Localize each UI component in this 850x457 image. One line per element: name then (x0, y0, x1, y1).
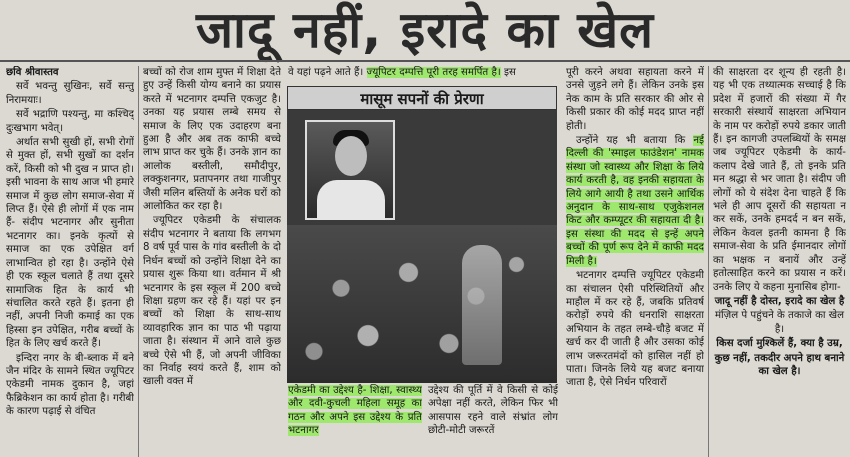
col3-lead-tail: इस (503, 67, 516, 78)
col2-para-1: बच्चों को रोज शाम मुफ्त में शिक्षा देते हुए उन्हें किसी योग्य बनाने का प्रयास करते में भटनागर दम्पत्ति एकजुट है। उनका यह प्रयास लम्बे समय से समाज के लिए एक उदाहरण बना हुआ है और अब तक काफी बच्चे लाभ प्राप्त कर चुके हैं। उनके ज्ञान का आलोक बस्तीली, समौदीपुर, लक्कुशनगर, प्रतापनगर तथा गाजीपुर जैसी मलिन बस्तियों के अनेक घरों को आलोकित कर रहा है। (143, 67, 281, 213)
col5-para-3: भटनागर दम्पत्ति ज्यूपिटर एकेडमी का संचालन ऐसी परिस्थितियों और माहौल में कर रहे हैं, जबकि प्रतिवर्ष करोड़ों रुपये की धनराशि साक्षरता अभियान के तहत लम्बे-चौड़े बजट में खर्च कर दी जाती है और उसका कोई लाभ जरूरतमंदों को हासिल नहीं हो पाता। जिनके लिये यह बजट बनाया जाता है, ऐसे निर्धन परिवारों (566, 270, 704, 389)
col1-para-3: अर्थात सभी सुखी हों, सभी रोगों से मुक्त हों, सभी सुखों का दर्शन करें, किसी को भी दुख न प्राप्त हो। इसी भावना के साथ आज भी हमारे समाज में कुछ लोग समाज-सेवा में लिप्त हैं। ऐसे ही लोगों में एक नाम हैं- संदीप भटनागर और सुनीता भटनागर का। इनके कृत्यों से समाज का एक उपेक्षित वर्ग लाभान्वित हो रहा है। उन्होंने ऐसे ही एक स्कूल चलाते हैं तथा दूसरे सामाजिक हित के कार्य भी संचालित करते रहते हैं। इतना ही नहीं, अपनी निजी कमाई का एक हिस्सा इन उपेक्षित, गरीब बच्चों के हित के लिए खर्च करते हैं। (6, 137, 134, 350)
column-3-bottom (288, 384, 422, 457)
verse-line-1: जादू नहीं है दोस्त, इरादे का खेल है (714, 295, 845, 307)
col3-lead-highlight: ज्यूपिटर दम्पत्ति पूरी तरह समर्पित है। (366, 67, 501, 78)
col3-bottom-highlight: एकेडमी का उद्देश्य है- शिक्षा, स्वास्थ्य और दवी-कुचली महिला समूह का गठन और अपने इस उद्देश्य के प्रति भटनागर (288, 385, 422, 437)
children-group-photo (287, 225, 557, 383)
headline-rule (0, 60, 850, 62)
verse-line-4: कुछ नहीं, तकदीर अपने हाथ बनाने का खेल है। (714, 352, 845, 377)
col2-para-2: ज्यूपिटर एकेडमी के संचालक संदीप भटनागर ने बताया कि लगभग 8 वर्ष पूर्व पास के गांव बस्तीली के दो निर्धन बच्चों को उन्होंने शिक्षा देने का प्रयास शुरू किया था। वर्तमान में श्री भटनागर के इस स्कूल में 200 बच्चे शिक्षा ग्रहण कर रहे हैं। यहां पर इन बच्चों को शिक्षा के साथ-साथ व्यावहारिक ज्ञान का पाठ भी पढ़ाया जाता है। संस्थान में आने वाले कुछ बच्चे ऐसे भी हैं, जो अपनी जीविका का निर्वाह स्वयं करते हैं, शाम को खाली वक्त में (143, 215, 281, 388)
photo-caption: मासूम सपनों की प्रेरणा (287, 86, 557, 110)
col1-para-4: इन्दिरा नगर के बी-ब्लाक में बने जैन मंदिर के सामने स्थित ज्यूपिटर एकेडमी नामक दुकान है, जहां फैब्रिकेशन का कार्य होता है। गरीबी के कारण पढ़ाई से वंचित (6, 352, 134, 418)
col1-para-2: सर्वे भद्राणि पश्यन्तु, मा कश्चिद् दुःखभाग भवेत्। (6, 109, 134, 134)
col1-para-1: सर्वे भवन्तु सुखिनः, सर्वे सन्तु निरामयाः। (6, 81, 134, 106)
column-3-top (288, 66, 558, 82)
byline: छवि श्रीवास्तव (6, 67, 59, 78)
col4-para: उद्देश्य की पूर्ति में वे किसी से कोई अपेक्षा नहीं करते, लेकिन फिर भी आसपास रहने वाले संभ्रांत लोग छोटी-मोटी जरूरतें (428, 385, 558, 437)
col3-lead: वे यहां पढ़ने आते हैं। (288, 67, 364, 78)
col5-para-1: पूरी करने अथवा सहायता करने में उनसे जुड़ने लगे हैं। लेकिन उनके इस नेक काम के प्रति सरकार की ओर से किसी प्रकार की कोई मदद प्राप्त नहीं होती। (566, 67, 704, 132)
column-divider-right (708, 66, 709, 457)
column-5 (566, 66, 704, 457)
column-4-bottom (428, 384, 558, 457)
headline: जादू नहीं, इरादे का खेल (195, 1, 655, 59)
column-divider (138, 66, 139, 457)
col5-para-2-highlight: नई दिल्ली की 'स्माइल फाउंडेशन' नामक संस्था जो स्वास्थ्य और शिक्षा के लिये कार्य करती है, वह इनकी सहायता के लिये आगे आयी है तथा उसने आर्थिक अनुदान के साथ-साथ एजुकेशनल किट और कम्प्यूटर की सहायता दी है। इस संस्था की मदद से इन्हें अपने बच्चों की पूर्ण रूप देने में काफी मदद मिली है। (566, 135, 704, 267)
verse-line-3: किस दर्जा मुश्किलें हैं, क्या है उम्र, (716, 338, 843, 350)
photo (287, 90, 557, 383)
column-2 (143, 66, 281, 457)
col5-para-2-lead: उन्होंने यह भी बताया कि (576, 135, 686, 147)
col6-para-1: की साक्षरता दर शून्य ही रहती है। यह भी एक तथ्यात्मक सच्चाई है कि प्रदेश में हजारों की संख्या में गैर सरकारी संस्थायें साक्षरता अभियान के नाम पर करोड़ों रुपये डकार जाती हैं। इन कागजी उपलब्धियों के समक्ष जब ज्यूपिटर एकेडमी के कार्य-कलाप देखे जाते हैं, तो इनके प्रति मन श्रद्धा से भर जाता है। संदीप जी लोगों को ये संदेश देना चाहते हैं कि भले ही आप दूसरों की सहायता न कर सकें, उनके हमदर्द न बन सकें, लेकिन केवल इतनी कामना है कि समाज-सेवा के प्रति ईमानदार लोगों का भक्षक न बनायें और उन्हें हतोत्साहित करने का प्रयास न करें। उनके लिए ये कहना मुनासिब होगा- (713, 67, 846, 293)
portrait-photo (305, 120, 395, 220)
column-1 (6, 66, 134, 457)
column-6 (713, 66, 846, 457)
verse-line-2: मंज़िल पे पहुंचने के तकाजे का खेल है। (714, 310, 845, 335)
